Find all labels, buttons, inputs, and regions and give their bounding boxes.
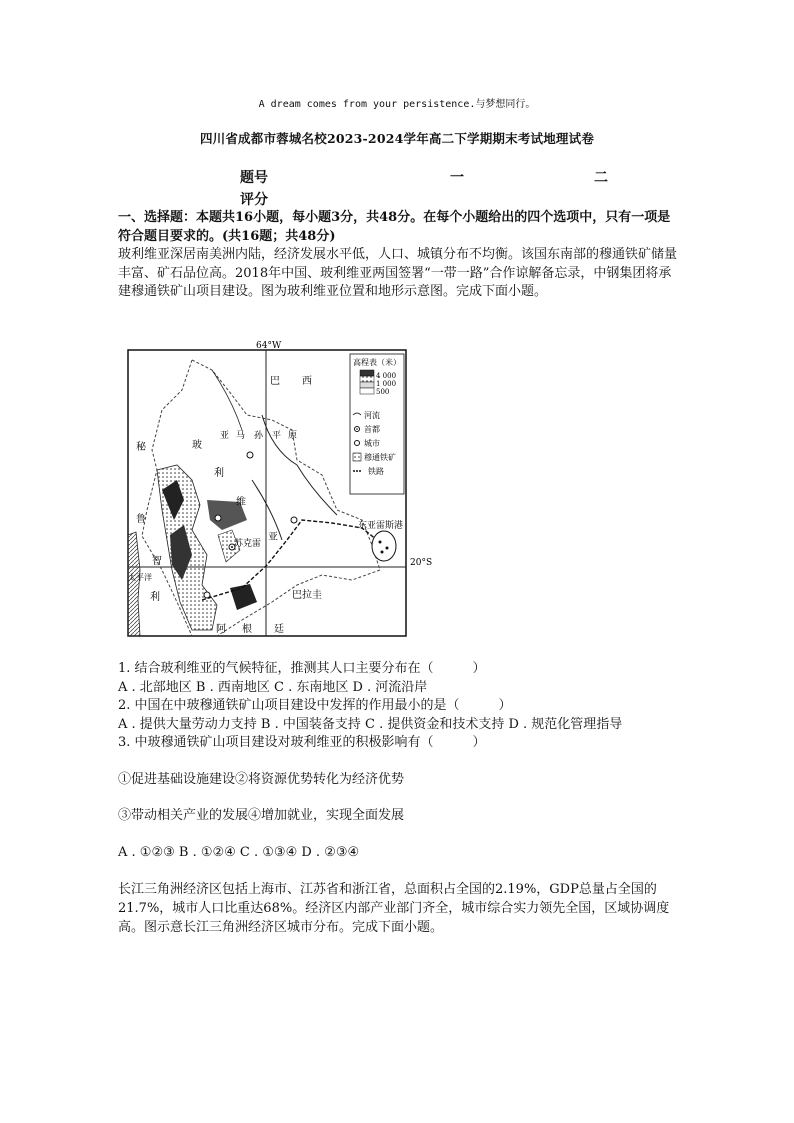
mutun-mine-area [372,531,396,561]
label-city-sucre: 苏克雷 [234,539,262,549]
question-2-options: A . 提供大量劳动力支持 B . 中国装备支持 C . 提供资金和技术支持 D . 规范化管理指导 [118,716,623,732]
section-1 [118,209,680,302]
spacer [118,789,680,807]
bolivia-map [122,340,432,640]
label-amazon-5: 原 [288,431,298,441]
question-1: 1. 结合玻利维亚的气候特征，推测其人口主要分布在（ ） [118,661,486,676]
legend-city-icon [355,441,360,446]
question-2: 2. 中国在中玻穆通铁矿山项目建设中发挥的作用最小的是（ ） [118,698,512,713]
score-table-col-1: 一 [450,170,464,186]
legend-capital-dot [356,428,358,430]
legend-elev-1: 4 000 [376,372,397,380]
label-paraguay: 巴拉圭 [292,590,322,601]
legend-mine: 穆通铁矿 [364,453,396,462]
city-marker-3 [291,517,297,523]
spacer [118,826,680,844]
map-legend [350,354,404,494]
label-amazon-1: 亚 [220,431,230,441]
label-bolivia-1: 玻 [192,440,202,451]
bolivia-map-figure [122,340,432,640]
label-peru-1: 秘 [136,442,146,453]
question-3-statements-1: ①促进基础设施建设②将资源优势转化为经济优势 [118,771,405,787]
label-brazil-1: 巴 [270,376,280,387]
label-bolivia-2: 利 [214,468,224,479]
legend-elev-3: 500 [376,388,390,396]
label-bolivia-3: 维 [236,497,246,508]
capital-dot [231,546,233,548]
question-3: 3. 中玻穆通铁矿山项目建设对玻利维亚的积极影响有（ ） [118,735,486,750]
question-3-statements-2: ③带动相关产业的发展④增加就业，实现全面发展 [118,808,405,823]
legend-swatch-low [360,382,374,388]
legend-city: 城市 [364,439,380,448]
section-1-passage: 玻利维亚深居南美洲内陆，经济发展水平低，人口、城镇分布不均衡。该国东南部的穆通铁矿储量丰富、矿石品位高。2018年中国、玻利维亚两国签署“一带一路”合作谅解备忘录，中钢集团将承建穆通铁矿山项目建设。图为玻利维亚位置和地形示意图。完成下面小题。 [118,247,678,299]
question-group-1 [118,660,680,862]
section-2 [118,880,680,937]
legend-railway: 铁路 [368,467,384,476]
label-bolivia-4: 亚 [268,532,278,543]
mine-dot-2 [386,547,389,550]
mine-dot-3 [381,551,384,554]
score-table-col-label: 题号 [240,170,268,186]
parallel-label: 20°S [410,558,432,568]
city-marker-2 [215,515,221,521]
city-marker-1 [247,452,253,458]
label-amazon-2: 马 [236,431,246,441]
score-table-col-2: 二 [594,170,608,186]
label-amazon-4: 平 [272,431,282,441]
header-motto: A dream comes from your persistence.与梦想同行。 [258,99,536,110]
label-brazil-2: 西 [302,376,312,387]
label-argentina-1: 阿 [216,624,226,635]
legend-capital: 首都 [364,425,380,434]
question-1-options: A . 北部地区 B . 西南地区 C . 东南地区 D . 河流沿岸 [118,679,428,695]
city-marker-4 [204,592,210,598]
legend-title: 高程表（米） [353,358,401,367]
score-table-row-label: 评分 [240,192,268,208]
label-chile-2: 利 [150,592,160,603]
label-argentina-3: 廷 [274,624,284,635]
exam-title: 四川省成都市蓉城名校2023-2024学年高二下学期期末考试地理试卷 [199,131,595,146]
legend-elev-2: 1 000 [376,380,397,388]
section-2-passage: 长江三角洲经济区包括上海市、江苏省和浙江省，总面积占全国的2.19%，GDP总量占全国的21.7%，城市人口比重达68%。经济区内部产业部门齐全，城市综合实力领先全国，区域协调度高。图示意长江三角洲经济区城市分布。完成下面小题。 [118,882,670,935]
label-port: 东亚雷斯港 [358,521,404,531]
label-argentina-2: 根 [242,624,252,635]
legend-river: 河流 [364,411,380,420]
mine-dot-1 [379,541,382,544]
meridian-label: 64°W [256,341,282,351]
legend-swatch-lowest [360,388,374,394]
label-chile-1: 智 [152,556,162,567]
label-peru-2: 鲁 [136,514,146,525]
label-amazon-3: 孙 [254,431,264,441]
legend-swatch-high [360,370,374,376]
section-1-heading: 一、选择题：本题共16小题，每小题3分，共48分。在每个小题给出的四个选项中，只有一项是符合题目要求的。(共16题；共48分) [118,210,671,244]
question-3-options: A . ①②③ B . ①②④ C . ①③④ D . ②③④ [118,844,360,860]
label-pacific: 太平洋 [128,573,152,582]
spacer [118,753,680,771]
legend-swatch-mid [360,376,374,382]
legend-mine-icon [353,453,361,461]
